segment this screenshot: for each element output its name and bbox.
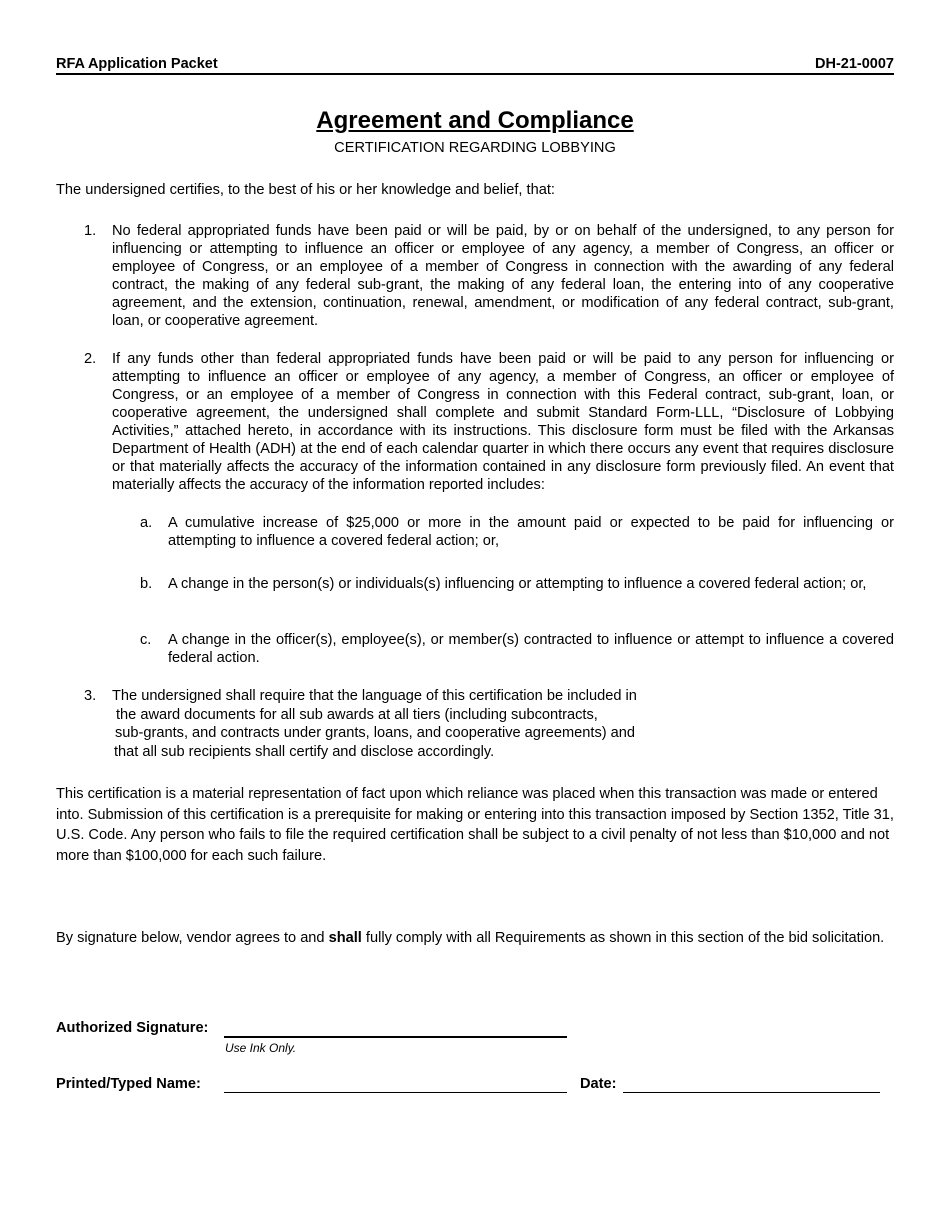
date-label: Date:: [580, 1076, 617, 1092]
item-3-line: The undersigned shall require that the language of this certification be included in: [112, 688, 637, 704]
item-3-line: sub-grants, and contracts under grants, loans, and cooperative agreements) and: [115, 725, 636, 741]
page-header: [56, 56, 894, 75]
agreement-emphasis: shall: [328, 930, 362, 946]
subitem-text: A change in the officer(s), employee(s), or member(s) contracted to influence or attempt to influence a covered federal action.: [168, 632, 894, 666]
authorized-signature-label: Authorized Signature:: [56, 1020, 209, 1036]
ink-note: Use Ink Only.: [225, 1041, 297, 1055]
subitem-letter: c.: [140, 632, 152, 648]
agreement-text: By signature below, vendor agrees to and: [56, 930, 329, 946]
intro-text: The undersigned certifies, to the best of his or her knowledge and belief, that:: [56, 182, 555, 198]
page-title: Agreement and Compliance: [316, 107, 634, 134]
closing-paragraph: This certification is a material representation of fact upon which reliance was placed when this transaction was made or entered into. Submission of this certification is a prerequisite for making or entering into this transaction imposed by Section 1352, Title 31, U.S. Code. Any person who fails to file the required certification shall be subject to a civil penalty of not less than $10,000 and not more than $100,000 for each such failure.: [56, 786, 894, 864]
header-right: DH-21-0007: [815, 56, 894, 72]
subitem-text: A cumulative increase of $25,000 or more in the amount paid or expected to be paid for influencing or attempting to influence a covered federal action; or,: [168, 515, 894, 549]
item-number: 3.: [84, 688, 97, 704]
item-3-line: that all sub recipients shall certify and disclose accordingly.: [114, 744, 495, 760]
agreement-text-end: fully comply with all Requirements as shown in this section of the bid solicitation.: [361, 930, 885, 946]
item-text: If any funds other than federal appropriated funds have been paid or will be paid to any person for influencing or attempting to influence an officer or employee of any agency, a member of Congress, an officer or employee of Congress, or an employee of a member of Congress in connection with this Federal contract, sub-grant, loan, or cooperative agreement, the undersigned shall complete and submit Standard Form-LLL, “Disclosure of Lobbying Activities,” attached hereto, in accordance with its instructions. This disclosure form must be filed with the Arkansas Department of Health (ADH) at the end of each calendar quarter in which there occurs any event that requires disclosure or that materially affects the accuracy of the information contained in any disclosure form previously filed. An event that materially affects the accuracy of the information reported includes:: [112, 351, 894, 493]
item-3-line: the award documents for all sub awards at all tiers (including subcontracts,: [116, 707, 598, 723]
item-text: No federal appropriated funds have been paid or will be paid, by or on behalf of the undersigned, to any person for influencing or attempting to influence an officer or employee of any agency, a member of Congress, an officer or employee of Congress, or an employee of a member of Congress in connection with the awarding of any federal contract, the making of any federal sub-grant, the making of any federal loan, the entering into of any cooperative agreement, and the extension, continuation, renewal, amendment, or modification of any federal contract, sub-grant, loan, or cooperative agreement.: [112, 223, 894, 329]
subitem-letter: b.: [140, 576, 153, 592]
subitem-letter: a.: [140, 515, 153, 531]
header-left: RFA Application Packet: [56, 56, 218, 72]
date-line[interactable]: [623, 1092, 880, 1093]
item-number: 2.: [84, 351, 97, 367]
printed-name-line[interactable]: [224, 1092, 567, 1093]
signature-line[interactable]: [224, 1036, 567, 1038]
subitem-text: A change in the person(s) or individuals(s) influencing or attempting to influence a covered federal action; or,: [168, 576, 867, 592]
page-subtitle: CERTIFICATION REGARDING LOBBYING: [334, 140, 616, 156]
printed-name-label: Printed/Typed Name:: [56, 1076, 201, 1092]
item-number: 1.: [84, 223, 97, 239]
agreement-paragraph: [56, 928, 894, 948]
